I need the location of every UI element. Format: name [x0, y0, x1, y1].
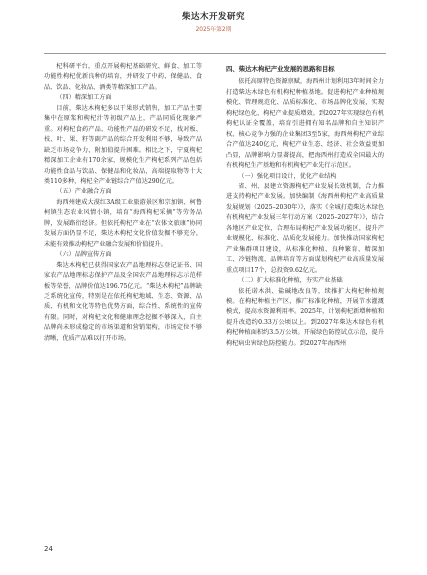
right-column — [226, 62, 384, 349]
paragraph: 省、州、县建立资源枸杞产业发展长效机制，合力推进支持枸杞产业发展。加快编制《海西州枸杞产业高质量发展规划（2025–2030年）》，落实《全城打造柴达木绿色有机枸杞产业发展三年行动方案（2025–2027年）》，结合各地区产业定位，合理布局枸杞产业发展功能区，提升产业规模化、标准化、品质化发展能力。加快推动国家枸杞产业集群项目建设，从标准化种植、良种繁育、精深加工、冷链物流、品牌培育等方面谋划枸杞产业高质量发展重点项目17个，总投资9.62亿元。 — [226, 182, 384, 274]
issue-label: 2025年第2期 — [195, 27, 232, 33]
subheading-deep-processing: （四）精深加工方面 — [56, 94, 112, 102]
paragraph: 柴达木枸杞已获得国家农产品地理标志登记证书、国家农产品地理标志保护产品及全国农产品地理标志示范样板等荣誉，品牌价值达196.75亿元。“柴达木枸杞”品牌缺乏系统化宣传，特别是在依托枸杞地域、生态、资源、品质、有机和文化等特色优势方面，综合性、系统性的宣传有限。同时，对枸杞文化和健康理念挖掘不够深入，自主品牌尚未形成稳定的市场渠道和营销架构，市场定位不够清晰，优质产品难以打开市场。 — [44, 261, 202, 342]
paragraph: 依托诺木洪、盐碱地改良等，续推扩大枸杞种植规模。在枸杞种植主产区，推广标准化种植，开展节水灌溉模式，提高水资源利用率。2025年，计划枸杞新增种植和提升改造约0.33万公顷以上。到2027年柴达木绿色有机枸杞种植面积约3.5万公顷。开展绿色防控试点示范，提升枸杞病虫害绿色防控能力。到2027年海西州 — [226, 287, 384, 347]
subheading-standardized-planting: （二）扩大标准化种植，夯实产业基础 — [238, 277, 343, 285]
paragraph: 海西州建成大漠红3A级工业旅游景区和宗加镇、柯鲁柯镇生态农业风情小镇，培育“海西枸杞采摘”等劳务品牌，发展路衍经济。但依托枸杞产业在“农体文旅康”协同发展方面仍显不足，柴达木枸杞文化价值发掘不够充分，未能有效推动枸杞产业融合发展和价值提升。 — [44, 198, 202, 248]
journal-header — [0, 10, 427, 33]
journal-title: 柴达木开发研究 — [181, 12, 245, 22]
page-number: 24 — [44, 545, 53, 553]
paragraph: 目前，柴达木枸杞多以干果形式销售，加工产品主要集中在原浆和枸杞汁等初级产品上，产品同质化现象严重。对枸杞食药产品、功能性产品的研发不足，找对板、枝、叶、果、籽等副产品的综合开发利用不够，导致产品缺乏市场竞争力，附加值提升困难。相比之下，宁夏枸杞精深加工企业有170余家，规模化生产枸杞系列产品包括功能性食品与饮品、保健品和化妆品，高端提取物等十大类110多种，枸杞全产业链综合产值达290亿元。 — [44, 104, 202, 185]
subheading-industry-integration: （五）产业融合方面 — [56, 188, 112, 196]
header-divider — [44, 53, 386, 54]
subheading-brand-promotion: （六）品牌宣传方面 — [56, 251, 112, 259]
paragraph: 杞科研平台，重点开展枸杞基础研究、鲜食、加工等功能性枸杞优新良种的培育，并研发了中药、保健品、食品、饮品、化妆品、酒类等精深加工产品。 — [44, 63, 202, 91]
section-heading: 四、柴达木枸杞产业发展的思路和目标 — [226, 65, 335, 73]
subheading-project-design: （一）强化项目设计，优化产业结构 — [238, 172, 337, 180]
left-column — [44, 62, 202, 344]
paragraph: 依托高原特色资源禀赋，海西州计划利用3年时间全力打造柴达木绿色有机枸杞种植基地。促进枸杞产业种植规模化、管理规范化、品质标准化、市场品牌化发展，实现枸杞绿色化、枸杞产业提质增效。到2027年实现绿色有机枸杞认证全覆盖，培育引进拥有知名品牌和自主知识产权，核心竞争力强的企业集团3至5家，海西州枸杞产业综合产值达240亿元，枸杞产业生态、经济、社会效益更加凸显，品牌影响力显著提高，把海西州打造成全国最大的有机枸杞生产基地和有机枸杞产业先行示范区。 — [226, 78, 384, 170]
